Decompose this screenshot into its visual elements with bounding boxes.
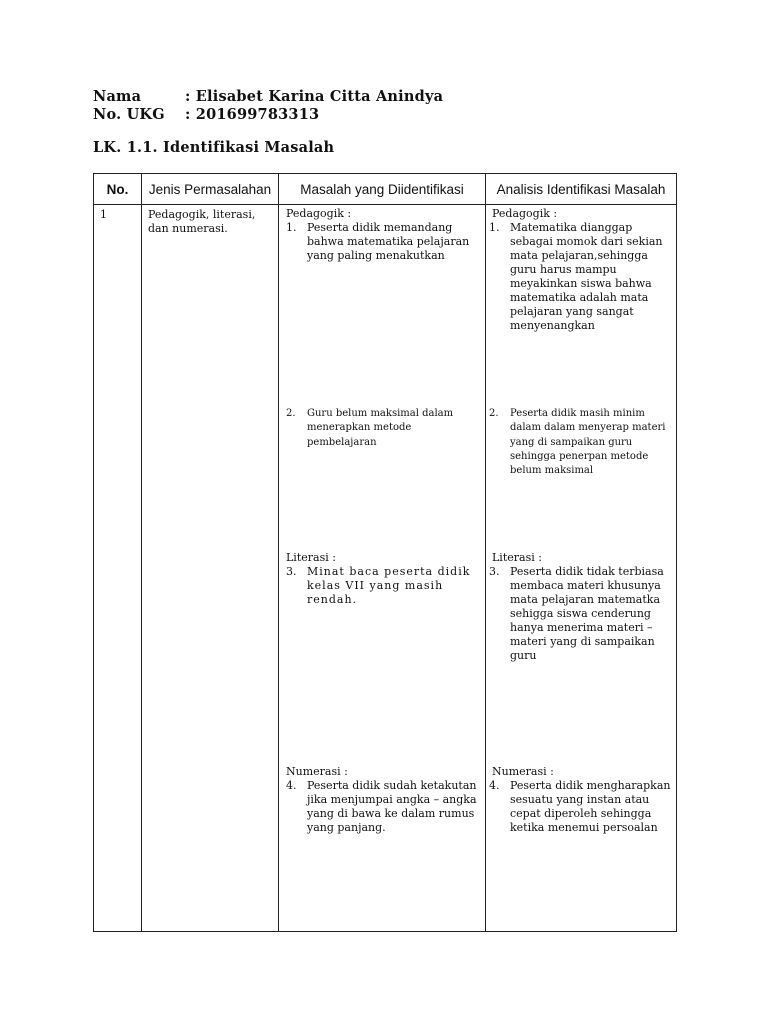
masalah-text-2: Guru belum maksimal dalam menerapkan metode pembelajaran bbox=[307, 408, 454, 448]
analisis-heading-literasi: Literasi : bbox=[492, 551, 542, 564]
analisis-number-1: 1. bbox=[489, 221, 500, 234]
masalah-block-pedagogik-2 bbox=[286, 407, 481, 450]
masalah-text-3: Minat baca peserta didik kelas VII yang masih rendah. bbox=[307, 565, 471, 606]
column-header-jenis: Jenis Permasalahan bbox=[142, 174, 279, 205]
analisis-heading-numerasi: Numerasi : bbox=[492, 765, 554, 778]
analisis-number-2: 2. bbox=[489, 408, 499, 419]
ukg-label: No. UKG bbox=[93, 106, 165, 123]
masalah-block-pedagogik-1 bbox=[286, 207, 481, 263]
masalah-heading-literasi: Literasi : bbox=[286, 551, 336, 564]
ukg-value: : 201699783313 bbox=[185, 106, 320, 123]
analisis-text-3: Peserta didik tidak terbiasa membaca materi khusunya mata pelajaran matematka sehigga siswa cenderung hanya menerima materi – materi yang di sampaikan guru bbox=[510, 565, 664, 662]
masalah-heading-numerasi: Numerasi : bbox=[286, 765, 348, 778]
nama-value: : Elisabet Karina Citta Anindya bbox=[185, 88, 444, 105]
masalah-number-3: 3. bbox=[286, 565, 297, 578]
analisis-heading-pedagogik: Pedagogik : bbox=[492, 207, 558, 220]
masalah-heading-pedagogik: Pedagogik : bbox=[286, 207, 352, 220]
analisis-number-3: 3. bbox=[489, 565, 500, 578]
cell-analisis bbox=[486, 205, 677, 932]
column-header-no: No. bbox=[94, 174, 142, 205]
document-title: LK. 1.1. Identifikasi Masalah bbox=[93, 139, 335, 156]
masalah-block-literasi bbox=[286, 551, 481, 607]
nama-label: Nama bbox=[93, 88, 142, 105]
table-header-row bbox=[94, 174, 677, 205]
analisis-text-4: Peserta didik mengharapkan sesuatu yang instan atau cepat diperoleh sehingga ketika menemui persoalan bbox=[510, 779, 671, 834]
cell-no bbox=[94, 205, 142, 932]
analisis-block-numerasi bbox=[489, 765, 672, 835]
row-number: 1 bbox=[100, 208, 107, 221]
table-row bbox=[94, 205, 677, 932]
masalah-text-4: Peserta didik sudah ketakutan jika menjumpai angka – angka yang di bawa ke dalam rumus yang panjang. bbox=[307, 779, 477, 834]
cell-jenis bbox=[142, 205, 279, 932]
analisis-text-2: Peserta didik masih minim dalam dalam menyerap materi yang di sampaikan guru sehingga penerpan metode belum maksimal bbox=[510, 408, 666, 477]
analisis-block-pedagogik-2 bbox=[489, 407, 672, 478]
masalah-number-4: 4. bbox=[286, 779, 297, 792]
masalah-number-1: 1. bbox=[286, 221, 297, 234]
column-header-analisis: Analisis Identifikasi Masalah bbox=[486, 174, 677, 205]
analisis-block-literasi bbox=[489, 551, 672, 663]
column-header-masalah: Masalah yang Diidentifikasi bbox=[279, 174, 486, 205]
ukg-line bbox=[93, 106, 319, 123]
identifikasi-masalah-table bbox=[93, 173, 677, 932]
analisis-block-pedagogik-1 bbox=[489, 207, 672, 333]
masalah-number-2: 2. bbox=[286, 408, 296, 419]
jenis-text: Pedagogik, literasi, dan numerasi. bbox=[148, 208, 256, 235]
nama-line bbox=[93, 88, 443, 105]
analisis-text-1: Matematika dianggap sebagai momok dari sekian mata pelajaran,sehingga guru harus mampu meyakinkan siswa bahwa matematika adalah mata pelajaran yang sangat menyenangkan bbox=[510, 221, 663, 332]
analisis-number-4: 4. bbox=[489, 779, 500, 792]
masalah-block-numerasi bbox=[286, 765, 481, 835]
masalah-text-1: Peserta didik memandang bahwa matematika pelajaran yang paling menakutkan bbox=[307, 221, 470, 262]
cell-masalah bbox=[279, 205, 486, 932]
